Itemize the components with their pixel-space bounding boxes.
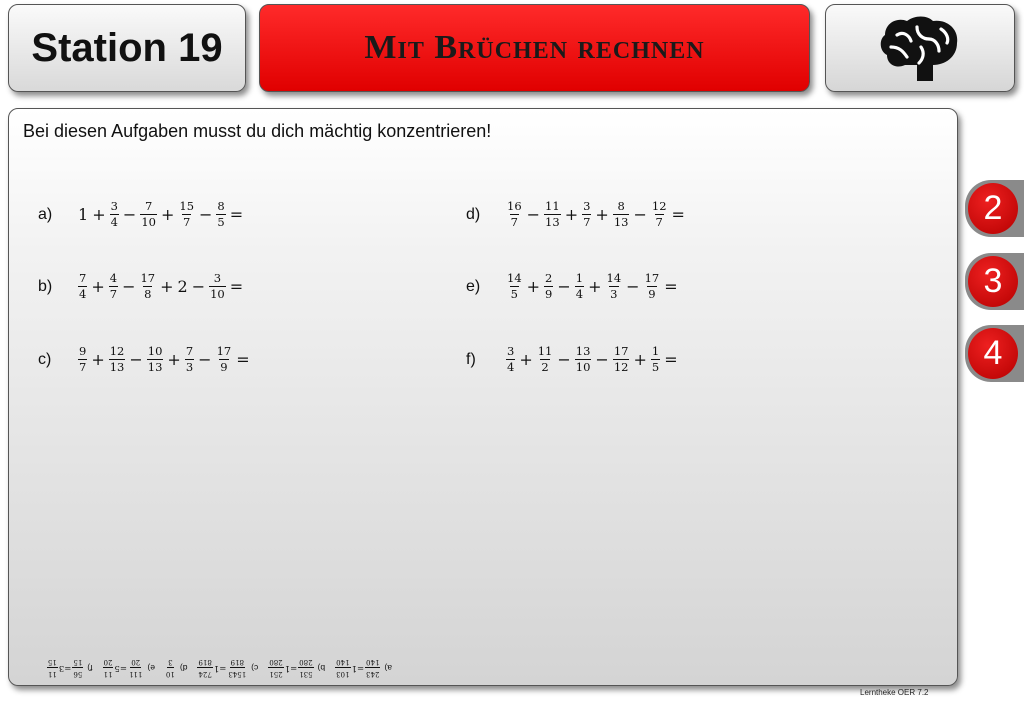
fraction: $\frac{3}{4}$ <box>110 199 118 230</box>
operator: − <box>626 277 640 297</box>
instructions: Bei diesen Aufgaben musst du dich mächtig konzentrieren! <box>23 121 492 141</box>
level-tab-2[interactable] <box>965 180 1024 237</box>
operator: − <box>557 350 571 370</box>
fraction: $\frac{8}{13}$ <box>613 199 629 230</box>
task-label: b) <box>38 277 53 295</box>
footer-credit: Lerntheke OER 7.2 <box>860 688 929 697</box>
fraction: $\frac{3}{4}$ <box>507 344 515 375</box>
operator: + <box>526 277 541 297</box>
fraction: $\frac{13}{10}$ <box>575 344 591 375</box>
task-label: f) <box>466 350 476 368</box>
operator: + <box>160 277 174 297</box>
solution-a <box>334 658 392 677</box>
fraction: $\frac{11}{2}$ <box>537 344 553 375</box>
operator: − <box>633 205 647 225</box>
fraction: 11 15 <box>47 658 57 678</box>
fraction: 103 140 <box>336 658 350 678</box>
equals-sign: = <box>356 663 365 673</box>
equals-sign: = <box>229 277 244 297</box>
operator: + <box>633 350 647 370</box>
fraction: 724 819 <box>198 658 212 678</box>
task-expression <box>504 345 680 374</box>
fraction: $\frac{14}{5}$ <box>507 271 522 302</box>
fraction: $\frac{10}{13}$ <box>147 344 163 375</box>
equals-sign: = <box>119 663 128 673</box>
operator: − <box>199 205 213 225</box>
fraction: $\frac{12}{7}$ <box>651 199 667 230</box>
operator: − <box>526 205 541 225</box>
station-number: Station 19 <box>31 25 223 70</box>
equals-sign: = <box>671 205 685 225</box>
fraction: $\frac{1}{4}$ <box>575 271 584 302</box>
level-number: 2 <box>968 183 1018 234</box>
equals-sign: = <box>229 205 244 225</box>
operator: − <box>129 350 143 370</box>
fraction: $\frac{4}{7}$ <box>109 271 118 302</box>
fraction: 243 140 <box>366 658 380 678</box>
equals-sign: = <box>64 663 72 673</box>
fraction: $\frac{17}{9}$ <box>216 344 232 375</box>
fraction: $\frac{17}{8}$ <box>140 271 156 302</box>
operator: − <box>122 205 137 225</box>
fraction: $\frac{8}{5}$ <box>217 199 225 230</box>
operator: + <box>92 205 106 225</box>
solutions-upside-down <box>6 656 392 680</box>
solution-f <box>46 658 93 677</box>
fraction: $\frac{7}{10}$ <box>141 199 156 230</box>
whole-number: 5 <box>114 663 120 673</box>
operator: + <box>564 205 579 225</box>
whole-number: 2 <box>177 277 188 297</box>
operator: + <box>91 350 105 370</box>
solution-label: e) <box>147 663 155 673</box>
operator: + <box>160 205 175 225</box>
level-number: 3 <box>968 256 1018 307</box>
fraction: $\frac{3}{7}$ <box>583 199 591 230</box>
fraction: 10 3 <box>165 658 175 678</box>
solution-label: f) <box>87 663 93 673</box>
fraction: 56 15 <box>73 658 83 678</box>
equals-sign: = <box>664 277 678 297</box>
operator: + <box>91 277 105 297</box>
operator: + <box>167 350 181 370</box>
whole-number: 1 <box>78 205 89 225</box>
fraction: 111 20 <box>129 658 143 678</box>
task-expression <box>504 200 687 229</box>
equals-sign: = <box>219 663 227 673</box>
station-label <box>8 4 246 92</box>
fraction: $\frac{17}{9}$ <box>644 271 660 302</box>
task-e <box>466 272 680 301</box>
whole-number: 1 <box>284 663 291 673</box>
fraction: $\frac{3}{10}$ <box>210 271 225 302</box>
operator: − <box>198 350 212 370</box>
task-expression <box>76 345 252 374</box>
equals-sign: = <box>290 663 298 673</box>
fraction: $\frac{7}{4}$ <box>79 271 87 302</box>
solution-e <box>102 658 155 677</box>
icon-panel <box>825 4 1015 92</box>
solution-c <box>196 658 258 677</box>
operator: + <box>595 205 609 225</box>
task-expression <box>76 272 245 301</box>
solution-d <box>164 658 187 677</box>
fraction: $\frac{11}{13}$ <box>545 199 560 230</box>
solution-b <box>267 658 325 677</box>
fraction: $\frac{2}{9}$ <box>545 271 553 302</box>
fraction: $\frac{16}{7}$ <box>507 199 522 230</box>
task-label: c) <box>38 350 52 368</box>
level-tab-3[interactable] <box>965 253 1024 310</box>
whole-number: 1 <box>351 663 357 673</box>
task-c <box>38 345 252 374</box>
operator: − <box>557 277 571 297</box>
task-label: e) <box>466 277 481 295</box>
fraction: $\frac{12}{13}$ <box>109 344 125 375</box>
fraction: 1543 819 <box>228 658 247 678</box>
task-label: a) <box>38 205 53 223</box>
task-d <box>466 200 687 229</box>
solution-label: c) <box>251 663 259 673</box>
page-title: Mit Brüchen rechnen <box>364 29 705 66</box>
fraction: $\frac{9}{7}$ <box>79 344 87 375</box>
title-banner <box>259 4 810 92</box>
brain-icon <box>877 13 963 83</box>
solution-label: d) <box>179 663 188 673</box>
fraction: $\frac{1}{5}$ <box>651 344 660 375</box>
whole-number: 1 <box>213 663 220 673</box>
task-b <box>38 272 245 301</box>
fraction: 11 20 <box>103 658 113 678</box>
fraction: 251 280 <box>269 658 283 678</box>
operator: − <box>595 350 609 370</box>
operator: + <box>588 277 602 297</box>
operator: − <box>191 277 206 297</box>
fraction: $\frac{7}{3}$ <box>185 344 194 375</box>
task-expression <box>504 272 680 301</box>
equals-sign: = <box>664 350 678 370</box>
operator: − <box>122 277 136 297</box>
exercise-panel <box>8 108 958 686</box>
task-f <box>466 345 680 374</box>
level-number: 4 <box>968 328 1018 379</box>
task-label: d) <box>466 205 481 223</box>
fraction: 531 280 <box>299 658 313 678</box>
solution-label: b) <box>317 663 326 673</box>
operator: + <box>519 350 533 370</box>
fraction: $\frac{15}{7}$ <box>179 199 195 230</box>
equals-sign: = <box>236 350 250 370</box>
whole-number: 3 <box>58 663 65 673</box>
fraction: $\frac{17}{12}$ <box>613 344 629 375</box>
solution-label: a) <box>384 663 392 673</box>
fraction: $\frac{14}{3}$ <box>606 271 622 302</box>
task-a <box>38 200 245 229</box>
level-tab-4[interactable] <box>965 325 1024 382</box>
task-expression <box>76 200 245 229</box>
